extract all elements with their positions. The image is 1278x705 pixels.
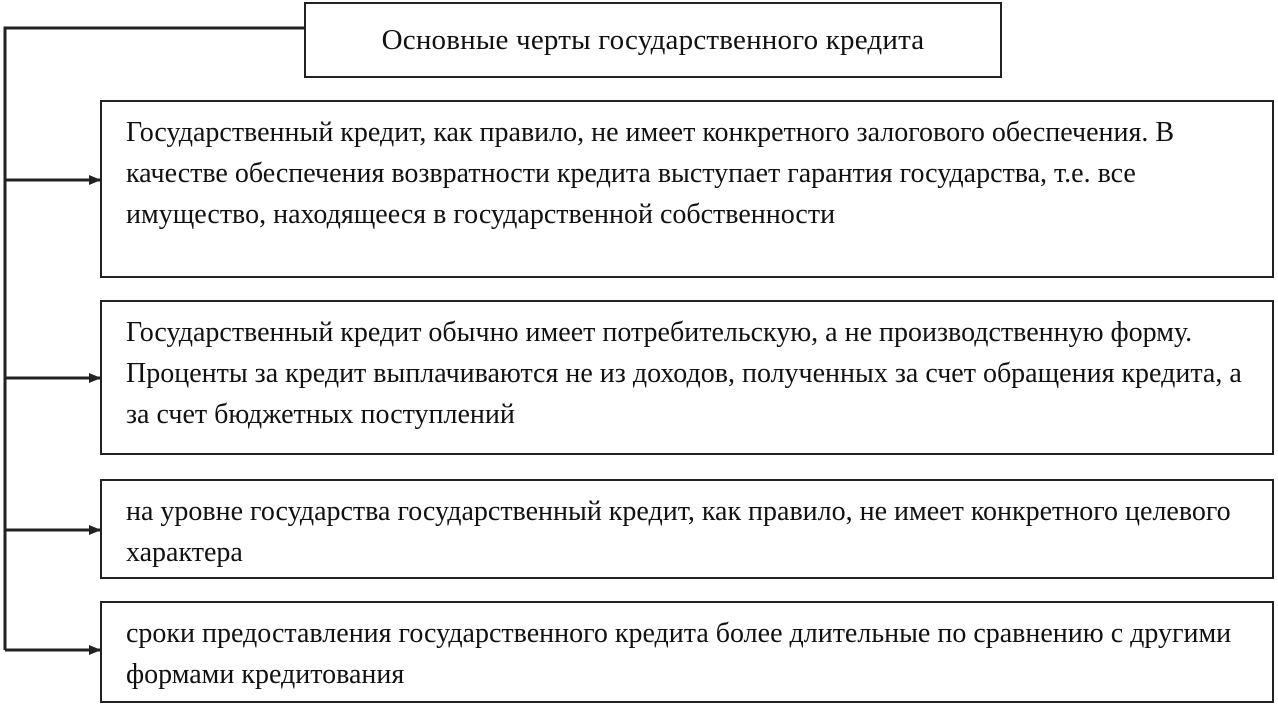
feature-text-4: сроки предоставления государственного кредита более длительные по сравнению с другими формами кредитования xyxy=(126,618,1232,690)
feature-box-4 xyxy=(100,601,1274,703)
feature-box-2 xyxy=(100,300,1274,455)
feature-box-3 xyxy=(100,479,1274,579)
diagram-title-box xyxy=(304,2,1002,78)
diagram-title: Основные черты государственного кредита xyxy=(381,23,925,56)
feature-text-3: на уровне государства государственный кредит, как правило, не имеет конкретного целевого характера xyxy=(126,496,1231,568)
feature-box-1 xyxy=(100,100,1274,278)
feature-text-2: Государственный кредит обычно имеет потребительскую, а не производственную форму. Проценты за кредит выплачиваются не из доходов, полученных за счет обращения кредита, а за счет бюджетных поступлений xyxy=(126,317,1242,430)
feature-text-1: Государственный кредит, как правило, не имеет конкретного залогового обеспечения. В качестве обеспечения возвратности кредита выступает гарантия государства, т.е. все имущество, находящееся в государственной собственности xyxy=(126,117,1175,230)
